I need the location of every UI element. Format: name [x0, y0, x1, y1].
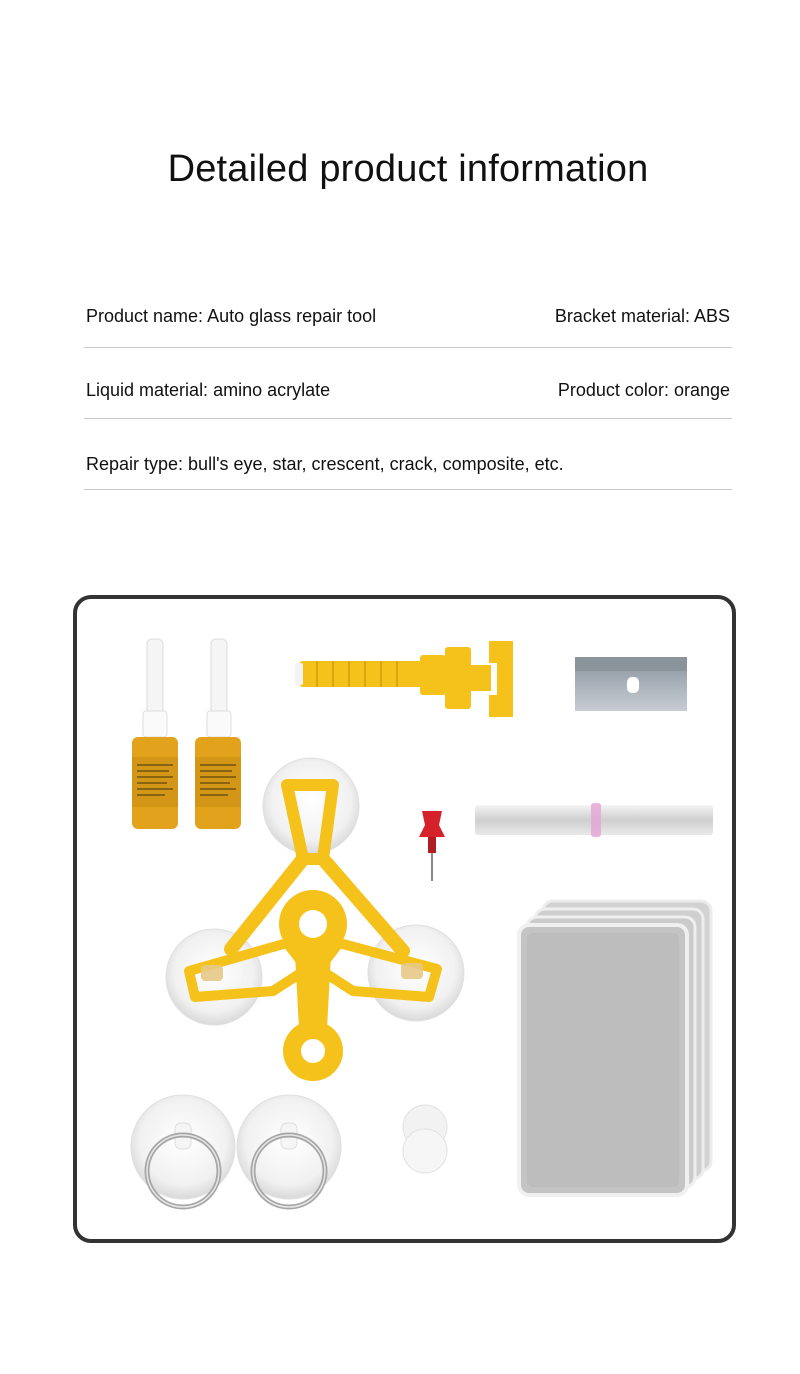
razor-blade-icon: [575, 657, 687, 711]
seal-disc-icon: [403, 1105, 447, 1173]
product-kit-illustration: [77, 599, 732, 1239]
spec-repair-type: Repair type: bull's eye, star, crescent, crack, composite, etc.: [86, 454, 564, 474]
resin-bottle-icon: [195, 639, 241, 829]
spec-row: [84, 298, 732, 348]
push-pin-icon: [419, 811, 445, 881]
suction-cup-icon: [131, 1095, 235, 1207]
resin-bottle-icon: [132, 639, 178, 829]
curing-film-sheets-icon: [519, 901, 711, 1195]
spec-product-color: Product color: orange: [557, 380, 730, 400]
spec-row: [84, 446, 732, 490]
spec-row: [84, 372, 732, 419]
curing-film-roll-icon: [475, 803, 713, 837]
injector-icon: [295, 641, 513, 717]
spec-bracket-material: Bracket material: ABS: [554, 306, 730, 326]
spec-liquid-material: Liquid material: amino acrylate: [86, 380, 331, 400]
suction-cup-icon: [237, 1095, 341, 1207]
product-kit-image-frame: [73, 595, 736, 1243]
spec-product-name: Product name: Auto glass repair tool: [86, 306, 377, 326]
page-title: Detailed product information: [167, 148, 649, 190]
